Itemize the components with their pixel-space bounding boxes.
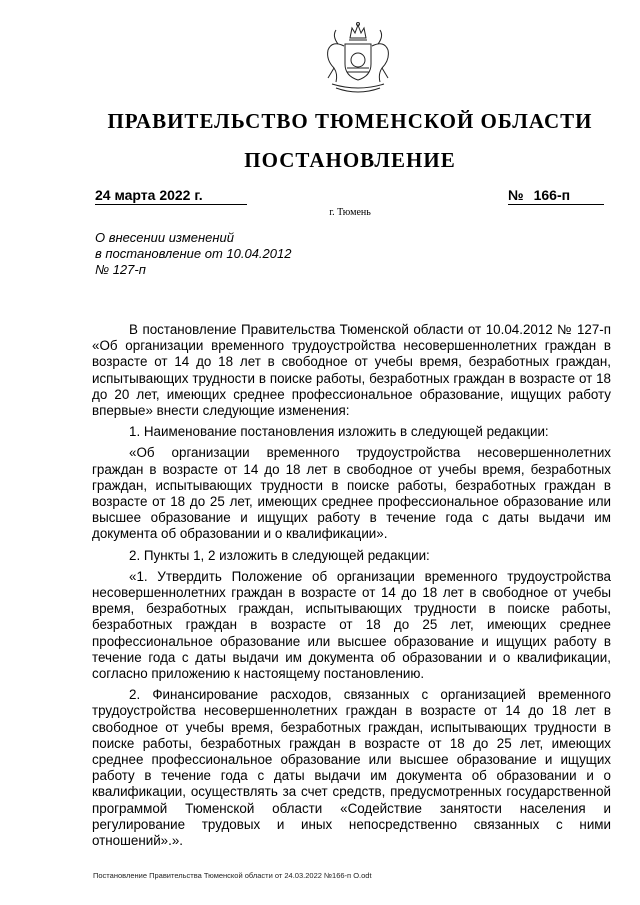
organization-name: ПРАВИТЕЛЬСТВО ТЮМЕНСКОЙ ОБЛАСТИ <box>107 109 593 133</box>
subject-line: в постановление от 10.04.2012 <box>95 246 292 261</box>
body-paragraph: «1. Утвердить Положение об организации временного трудоустройства несовершеннолетних граждан в возрасте от 14 до 18 лет в свободное от учебы время, безработных граждан, испытывающих трудности в поиске работы, безработных граждан в возрасте от 18 до 25 лет, имеющих среднее профессиональное образование или высшее образование и ищущих работу в течение года с даты выдачи им документа об образовании и о квалификации, согласно приложению к настоящему постановлению. <box>92 568 611 682</box>
document-body <box>92 322 611 854</box>
document-number <box>508 187 604 205</box>
body-paragraph: 2. Пункты 1, 2 изложить в следующей редакции: <box>129 547 430 563</box>
body-paragraph: «Об организации временного трудоустройства несовершеннолетних граждан в возрасте от 14 до 18 лет в свободное от учебы время, безработных граждан, испытывающих трудности в поиске работы, безработных граждан в возрасте от 18 до 25 лет, имеющих среднее профессиональное образование или высшее образование и ищущих работу в течение года с даты выдачи им документа об образовании и о квалификации». <box>92 445 611 542</box>
body-paragraph: 1. Наименование постановления изложить в следующей редакции: <box>129 424 549 440</box>
footer-file-reference: Постановление Правительства Тюменской области от 24.03.2022 №166-п O.odt <box>93 871 372 880</box>
document-subject <box>95 230 355 278</box>
subject-line: О внесении изменений <box>95 230 234 245</box>
body-paragraph: В постановление Правительства Тюменской области от 10.04.2012 № 127-п «Об организации временного трудоустройства несовершеннолетних граждан в возрасте от 14 до 18 лет в свободное от учебы время, безработных граждан, испытывающих трудности в поиске работы, безработных граждан в возрасте от 18 до 20 лет, имеющих среднее профессиональное образование, ищущих работу впервые» внести следующие изменения: <box>92 322 611 419</box>
number-sign: № <box>508 187 524 203</box>
number-value: 166-п <box>533 187 571 203</box>
subject-line: № 127-п <box>95 262 146 277</box>
coat-of-arms-emblem <box>316 20 400 104</box>
body-paragraph: 2. Финансирование расходов, связанных с организацией временного трудоустройства несовершеннолетних граждан в возрасте от 14 до 18 лет в свободное от учебы время, безработных граждан, испытывающих трудности в поиске работы, безработных граждан в возрасте от 18 до 25 лет, имеющих среднее профессиональное образование или высшее образование и ищущих работу в течение года с даты выдачи им документа об образовании и о квалификации, осуществлять за счет средств, предусмотренных государственной программой Тюменской области «Содействие занятости населения и регулирование трудовых и иных непосредственно связанных с ними отношений».». <box>92 687 611 849</box>
city: г. Тюмень <box>329 207 371 218</box>
document-date: 24 марта 2022 г. <box>95 187 247 205</box>
document-type: ПОСТАНОВЛЕНИЕ <box>244 148 456 172</box>
